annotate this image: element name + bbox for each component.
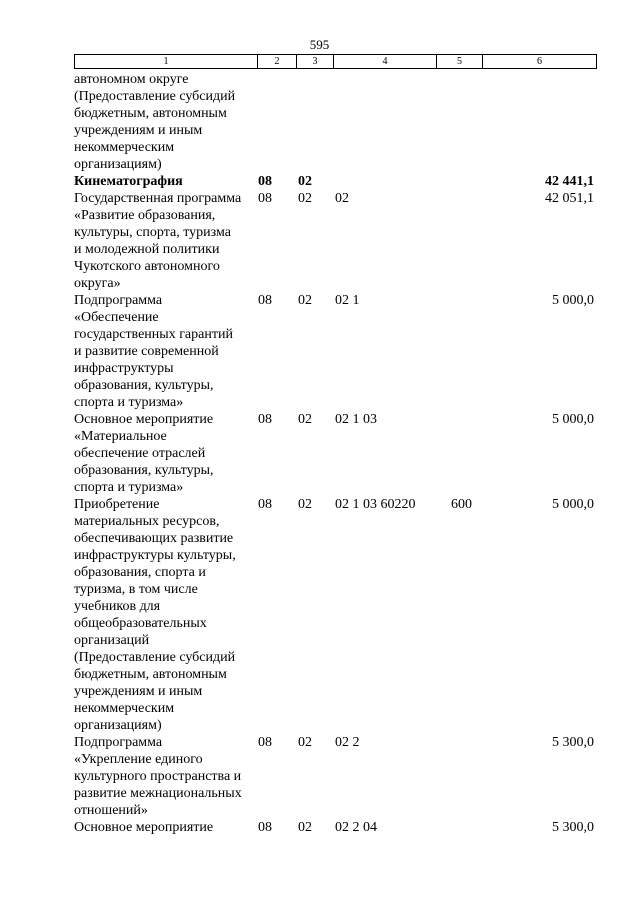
section-code: 08 <box>258 497 272 512</box>
amount: 5 300,0 <box>552 820 594 835</box>
row-name: Основное мероприятие «Материальное обеспечение отраслей образования, культуры, спорта и туризма» <box>74 412 214 495</box>
header-col-1: 1 <box>75 55 258 69</box>
amount: 5 000,0 <box>552 497 594 512</box>
header-col-4: 4 <box>334 55 437 69</box>
header-col-6: 6 <box>483 55 597 69</box>
table-row <box>74 819 596 836</box>
row-name: автономном округе (Предоставление субсидий бюджетным, автономным учреждениям и иным некоммерческим организациям) <box>74 72 236 172</box>
target-article-code: 02 <box>335 191 349 206</box>
table-header <box>74 54 597 69</box>
row-name: Основное мероприятие <box>74 820 214 835</box>
section-code: 08 <box>258 191 272 206</box>
target-article-code: 02 2 <box>335 735 360 750</box>
amount: 5 000,0 <box>552 412 594 427</box>
amount: 5 000,0 <box>552 293 594 308</box>
table-row <box>74 734 596 819</box>
target-article-code: 02 1 <box>335 293 360 308</box>
subsection-code: 02 <box>298 191 312 206</box>
row-name: Приобретение материальных ресурсов, обеспечивающих развитие инфраструктуры культуры, образования, спорта и туризма, в том числе учебников для общеобразовательных организаций (Предоставление субсидий бюджетным, автономным учреждениям и иным некоммерческим организациям) <box>74 497 236 733</box>
section-code: 08 <box>258 735 272 750</box>
page-number: 595 <box>309 37 330 52</box>
table-row <box>74 496 596 734</box>
subsection-code: 02 <box>298 735 312 750</box>
subsection-code: 02 <box>298 820 312 835</box>
row-name: Подпрограмма «Укрепление единого культурного пространства и развитие межнациональных отношений» <box>74 735 242 818</box>
table-row <box>74 292 596 411</box>
subsection-code: 02 <box>298 293 312 308</box>
table-row <box>74 411 596 496</box>
header-col-5: 5 <box>437 55 483 69</box>
section-code: 08 <box>258 174 272 189</box>
subsection-code: 02 <box>298 497 312 512</box>
amount: 42 441,1 <box>545 174 594 189</box>
table-body <box>74 71 596 836</box>
section-code: 08 <box>258 820 272 835</box>
table-row <box>74 173 596 190</box>
header-col-2: 2 <box>258 55 297 69</box>
amount: 42 051,1 <box>545 191 594 206</box>
target-article-code: 02 2 04 <box>335 820 377 835</box>
target-article-code: 02 1 03 60220 <box>335 497 416 512</box>
subsection-code: 02 <box>298 174 312 189</box>
subsection-code: 02 <box>298 412 312 427</box>
row-name: Кинематография <box>74 174 183 189</box>
row-name: Государственная программа «Развитие образования, культуры, спорта, туризма и молодежной политики Чукотского автономного округа» <box>74 191 242 291</box>
row-name: Подпрограмма «Обеспечение государственных гарантий и развитие современной инфраструктуры образования, культуры, спорта и туризма» <box>74 293 233 410</box>
amount: 5 300,0 <box>552 735 594 750</box>
table-row <box>74 190 596 292</box>
section-code: 08 <box>258 412 272 427</box>
target-article-code: 02 1 03 <box>335 412 377 427</box>
table-row <box>74 71 596 173</box>
header-col-3: 3 <box>297 55 334 69</box>
expense-type-code: 600 <box>451 497 472 512</box>
section-code: 08 <box>258 293 272 308</box>
